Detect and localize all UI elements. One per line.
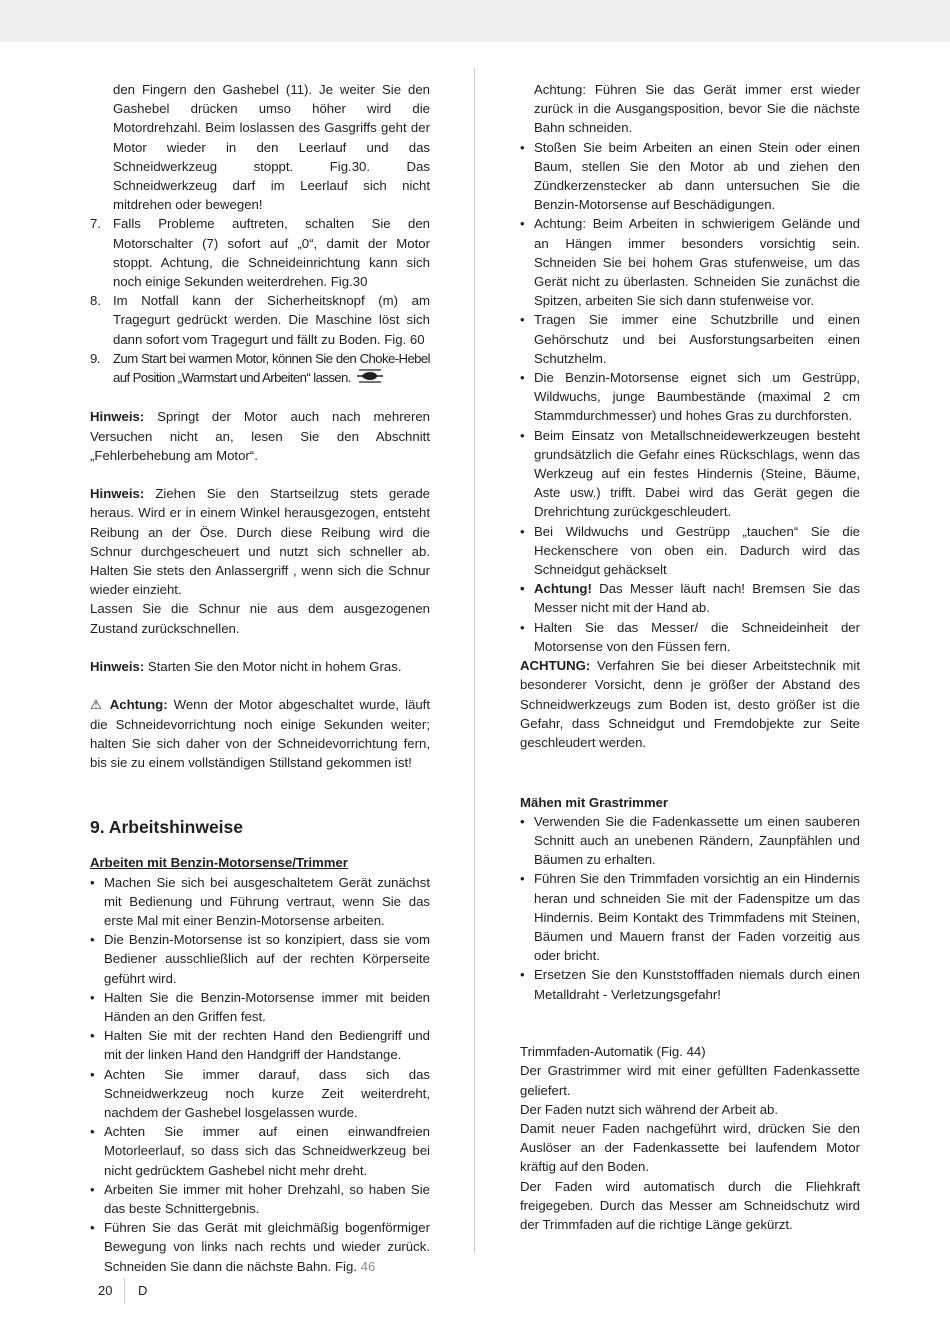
list-item-text: Führen Sie den Trimmfaden vorsichtig an ein Hindernis heran und schneiden Sie mit der Fadenspitze um das Hindernis. Beim Kontakt des Trimmfadens mit Steinen, Bäumen und Mauern franst der Faden vorzeitig aus oder bricht. <box>534 871 860 964</box>
step-number: 8. <box>90 293 101 309</box>
bullet: • <box>90 1066 95 1082</box>
step-number: 7. <box>90 216 101 232</box>
figure-reference: 46 <box>356 1258 376 1274</box>
list-item <box>90 1026 430 1064</box>
subsection-title: Arbeiten mit Benzin-Motorsense/Trimmer <box>90 855 348 871</box>
step-item <box>90 291 430 349</box>
auto-title: Trimmfaden-Automatik (Fig. 44) <box>520 1044 706 1060</box>
continued-paragraph: den Fingern den Gashebel (11). Je weiter Sie den Gashebel drücken umso höher wird die Motordrehzahl. Beim loslassen des Gasgriffs geht der Motor wieder in den Leerlauf und das Schneidwerkzeug stoppt. Fig.30. Das Schneidwerkzeug darf im Leerlauf sich nicht mitdrehen oder bewegen! <box>113 82 430 213</box>
list-item <box>520 214 860 310</box>
column-divider <box>474 68 475 1253</box>
page-number: 20 <box>98 1283 113 1298</box>
bullet: • <box>520 523 525 539</box>
list-item <box>90 1218 430 1276</box>
auto-line: Damit neuer Faden nachgeführt wird, drücken Sie den Auslöser an der Fadenkassette bei laufendem Motor kräftig auf den Boden. <box>520 1120 860 1175</box>
list-item-text: Stoßen Sie beim Arbeiten an einen Stein oder einen Baum, stellen Sie den Motor ab und ziehen den Zündkerzenstecker ab dann untersuchen Sie die Benzin-Motorsense auf Beschädigungen. <box>534 139 860 213</box>
list-item-text: Achtung: Beim Arbeiten in schwierigem Gelände und an Hängen immer besonders vorsichtig sein. Schneiden Sie bei hohem Gras stufenweise, um das Gerät nicht zu überlasten. Schneiden Sie zunächst die Spitzen, arbeiten Sie sich dann stufenweise vor. <box>534 216 860 309</box>
auto-line: Der Faden nutzt sich während der Arbeit ab. <box>520 1101 779 1117</box>
bullet: • <box>90 874 95 890</box>
list-item-text: Achten Sie immer darauf, dass sich das Schneidwerkzeug noch kurze Zeit weiterdreht, nachdem der Gashebel losgelassen wurde. <box>104 1066 430 1120</box>
hint-label: Hinweis: <box>90 486 145 502</box>
list-item-text: Halten Sie mit der rechten Hand den Bediengriff und mit der linken Hand den Handgriff der Handstange. <box>104 1028 430 1063</box>
section-title: 9. Arbeitshinweise <box>90 817 244 838</box>
list-item-text: Die Benzin-Motorsense eignet sich um Gestrüpp, Wildwuchs, junge Baumbestände (maximal 2 cm Stammdurchmesser) und hohes Gras zu durchforsten. <box>534 370 860 424</box>
mow-list <box>520 812 860 1004</box>
achtung-label: ACHTUNG: <box>520 658 591 674</box>
list-item <box>520 869 860 965</box>
achtung-paragraph <box>520 656 860 752</box>
list-item-text: Ersetzen Sie den Kunststofffaden niemals durch einen Metalldraht - Verletzungsgefahr! <box>534 967 860 1002</box>
hint-paragraph <box>90 484 430 599</box>
bullet: • <box>520 370 525 386</box>
list-item <box>520 522 860 580</box>
page-footer <box>98 1283 112 1298</box>
bullet: • <box>90 989 95 1005</box>
step-text: Zum Start bei warmen Motor, können Sie den Choke-Hebel auf Position „Warmstart und Arbeiten“ lassen. <box>113 350 430 386</box>
warning-label: Achtung: <box>104 697 168 713</box>
step-text: Im Notfall kann der Sicherheitsknopf (m) am Tragegurt gedrückt werden. Die Maschine löst sich dann sofort vom Tragegurt und fällt zu Boden. Fig. 60 <box>113 293 430 347</box>
bullet: • <box>90 932 95 948</box>
list-item <box>520 138 860 215</box>
bullet: • <box>520 139 525 155</box>
hint-text: Springt der Motor auch nach mehreren Versuchen nicht an, lesen Sie den Abschnitt „Fehlerbehebung am Motor“. <box>90 409 430 463</box>
list-item <box>520 368 860 426</box>
safety-list <box>520 138 860 656</box>
warning-text: Wenn der Motor abgeschaltet wurde, läuft die Schneidevorrichtung noch einige Sekunden weiter; halten Sie sich daher von der Schneidevorrichtung fern, bis sie zu einem vollständigen Stillstand gekommen ist! <box>90 697 430 770</box>
list-item <box>520 426 860 522</box>
list-item-text: Arbeiten Sie immer mit hoher Drehzahl, so haben Sie das beste Schnittergebnis. <box>104 1181 430 1216</box>
warning-icon: ⚠ <box>90 697 105 713</box>
hint-label: Hinweis: <box>90 409 145 425</box>
mow-title: Mähen mit Grastrimmer <box>520 794 669 810</box>
list-item-text: Verwenden Sie die Fadenkassette um einen sauberen Schnitt auch an unebenen Rändern, Zaunpfählen und Bäumen zu erhalten. <box>534 813 860 868</box>
hint-label: Hinweis: <box>90 658 145 674</box>
right-column <box>520 80 860 1234</box>
bullet: • <box>520 619 525 635</box>
list-item-text: Das Messer läuft nach! Bremsen Sie das Messer nicht mit der Hand ab. <box>534 581 860 616</box>
bullet: • <box>520 871 525 887</box>
list-item <box>90 930 430 988</box>
top-bar <box>0 0 950 42</box>
warning-paragraph <box>90 695 430 772</box>
bullet: • <box>90 1181 95 1197</box>
hint-extra: Lassen Sie die Schnur nie aus dem ausgezogenen Zustand zurückschnellen. <box>90 601 430 636</box>
warning-label: Achtung! <box>534 581 592 597</box>
bullet: • <box>90 1124 95 1140</box>
auto-line: Der Grastrimmer wird mit einer gefüllten Fadenkassette geliefert. <box>520 1063 860 1098</box>
bullet: • <box>90 1220 95 1236</box>
hint-text: Ziehen Sie den Startseilzug stets gerade heraus. Wird er in einem Winkel herausgezogen, entsteht Reibung an der Öse. Durch diese Reibung wird die Schnur durchgescheuert und nutzt sich schneller ab. Halten Sie stets den Anlassergriff , wenn sich die Schnur wieder einzieht. <box>90 486 430 598</box>
footer-separator <box>124 1278 125 1304</box>
language-code: D <box>138 1283 148 1298</box>
list-item <box>520 965 860 1003</box>
step-text: Falls Probleme auftreten, schalten Sie den Motorschalter (7) sofort auf „0“, damit der Motor stoppt. Achtung, die Schneideinrichtung kann sich noch einige Sekunden weiterdrehen. Fig.30 <box>113 216 430 290</box>
list-item-text: Bei Wildwuchs und Gestrüpp „tauchen“ Sie die Heckenschere von oben ein. Dadurch wird das Schneidgut gehäckselt <box>534 523 860 578</box>
list-item-text: Halten Sie die Benzin-Motorsense immer mit beiden Händen an den Griffen fest. <box>104 989 430 1024</box>
bullet: • <box>520 312 525 328</box>
list-item <box>520 579 860 617</box>
list-item <box>90 988 430 1026</box>
bullet: • <box>520 427 525 443</box>
list-item-text: Beim Einsatz von Metallschneidewerkzeugen besteht grundsätzlich die Gefahr eines Rückschlags, wenn das Werkzeug auf ein festes Hindernis (Steine, Bäume, Aste usw.) trifft. Dabei wird das Gerät gegen die Drehrichtung zurückgeschleudert. <box>534 427 860 520</box>
achtung-text: Verfahren Sie bei dieser Arbeitstechnik mit besonderer Vorsicht, denn je größer der Abstand des Schneidwerkzeugs zum Boden ist, desto größer ist die Gefahr, dass Schneidgut und Fremdobjekte zur Seite geschleudert werden. <box>520 658 860 750</box>
working-tips-list <box>90 873 430 1276</box>
step-item <box>90 349 430 388</box>
auto-line: Der Faden wird automatisch durch die Fliehkraft freigegeben. Durch das Messer am Schneidschutz wird der Trimmfaden auf die richtige Länge gekürzt. <box>520 1178 860 1232</box>
list-item-text: Die Benzin-Motorsense ist so konzipiert, dass sie vom Bediener ausschließlich auf der rechten Körperseite geführt wird. <box>104 932 430 986</box>
bullet: • <box>520 581 525 597</box>
step-number: 9. <box>90 350 100 366</box>
left-column <box>90 80 430 1276</box>
bullet: • <box>520 967 525 983</box>
hint-paragraph <box>90 657 430 676</box>
list-item-text: Achten Sie immer auf einen einwandfreien Motorleerlauf, so dass sich das Schneidwerkzeug bei nicht gedrücktem Gashebel nicht mehr dreht. <box>104 1124 430 1178</box>
hint-text: Starten Sie den Motor nicht in hohem Gras. <box>144 658 402 674</box>
list-item <box>90 1122 430 1180</box>
step-item <box>90 214 430 291</box>
continued-paragraph: Achtung: Führen Sie das Gerät immer erst wieder zurück in die Ausgangsposition, bevor Sie die nächste Bahn schneiden. <box>534 82 860 136</box>
choke-warmstart-icon <box>355 369 385 388</box>
list-item <box>90 873 430 931</box>
bullet: • <box>520 216 525 232</box>
list-item-text: Machen Sie sich bei ausgeschaltetem Gerät zunächst mit Bedienung und Führung vertraut, wenn Sie das erste Mal mit einer Benzin-Motorsense arbeiten. <box>104 874 430 928</box>
list-item <box>520 310 860 368</box>
list-item-text: Führen Sie das Gerät mit gleichmäßig bogenförmiger Bewegung von links nach rechts und wieder zurück. Schneiden Sie dann die nächste Bahn. Fig. <box>104 1220 430 1274</box>
list-item-text: Tragen Sie immer eine Schutzbrille und einen Gehörschutz und bei Ausforstungsarbeiten einen Schutzhelm. <box>534 312 860 366</box>
bullet: • <box>90 1028 95 1044</box>
list-item <box>520 812 860 870</box>
list-item <box>90 1180 430 1218</box>
list-item-text: Halten Sie das Messer/ die Schneideinheit der Motorsense von den Füssen fern. <box>534 619 860 654</box>
list-item <box>90 1065 430 1123</box>
steps-list <box>90 214 430 388</box>
hint-paragraph <box>90 407 430 465</box>
list-item <box>520 618 860 656</box>
bullet: • <box>520 813 525 829</box>
